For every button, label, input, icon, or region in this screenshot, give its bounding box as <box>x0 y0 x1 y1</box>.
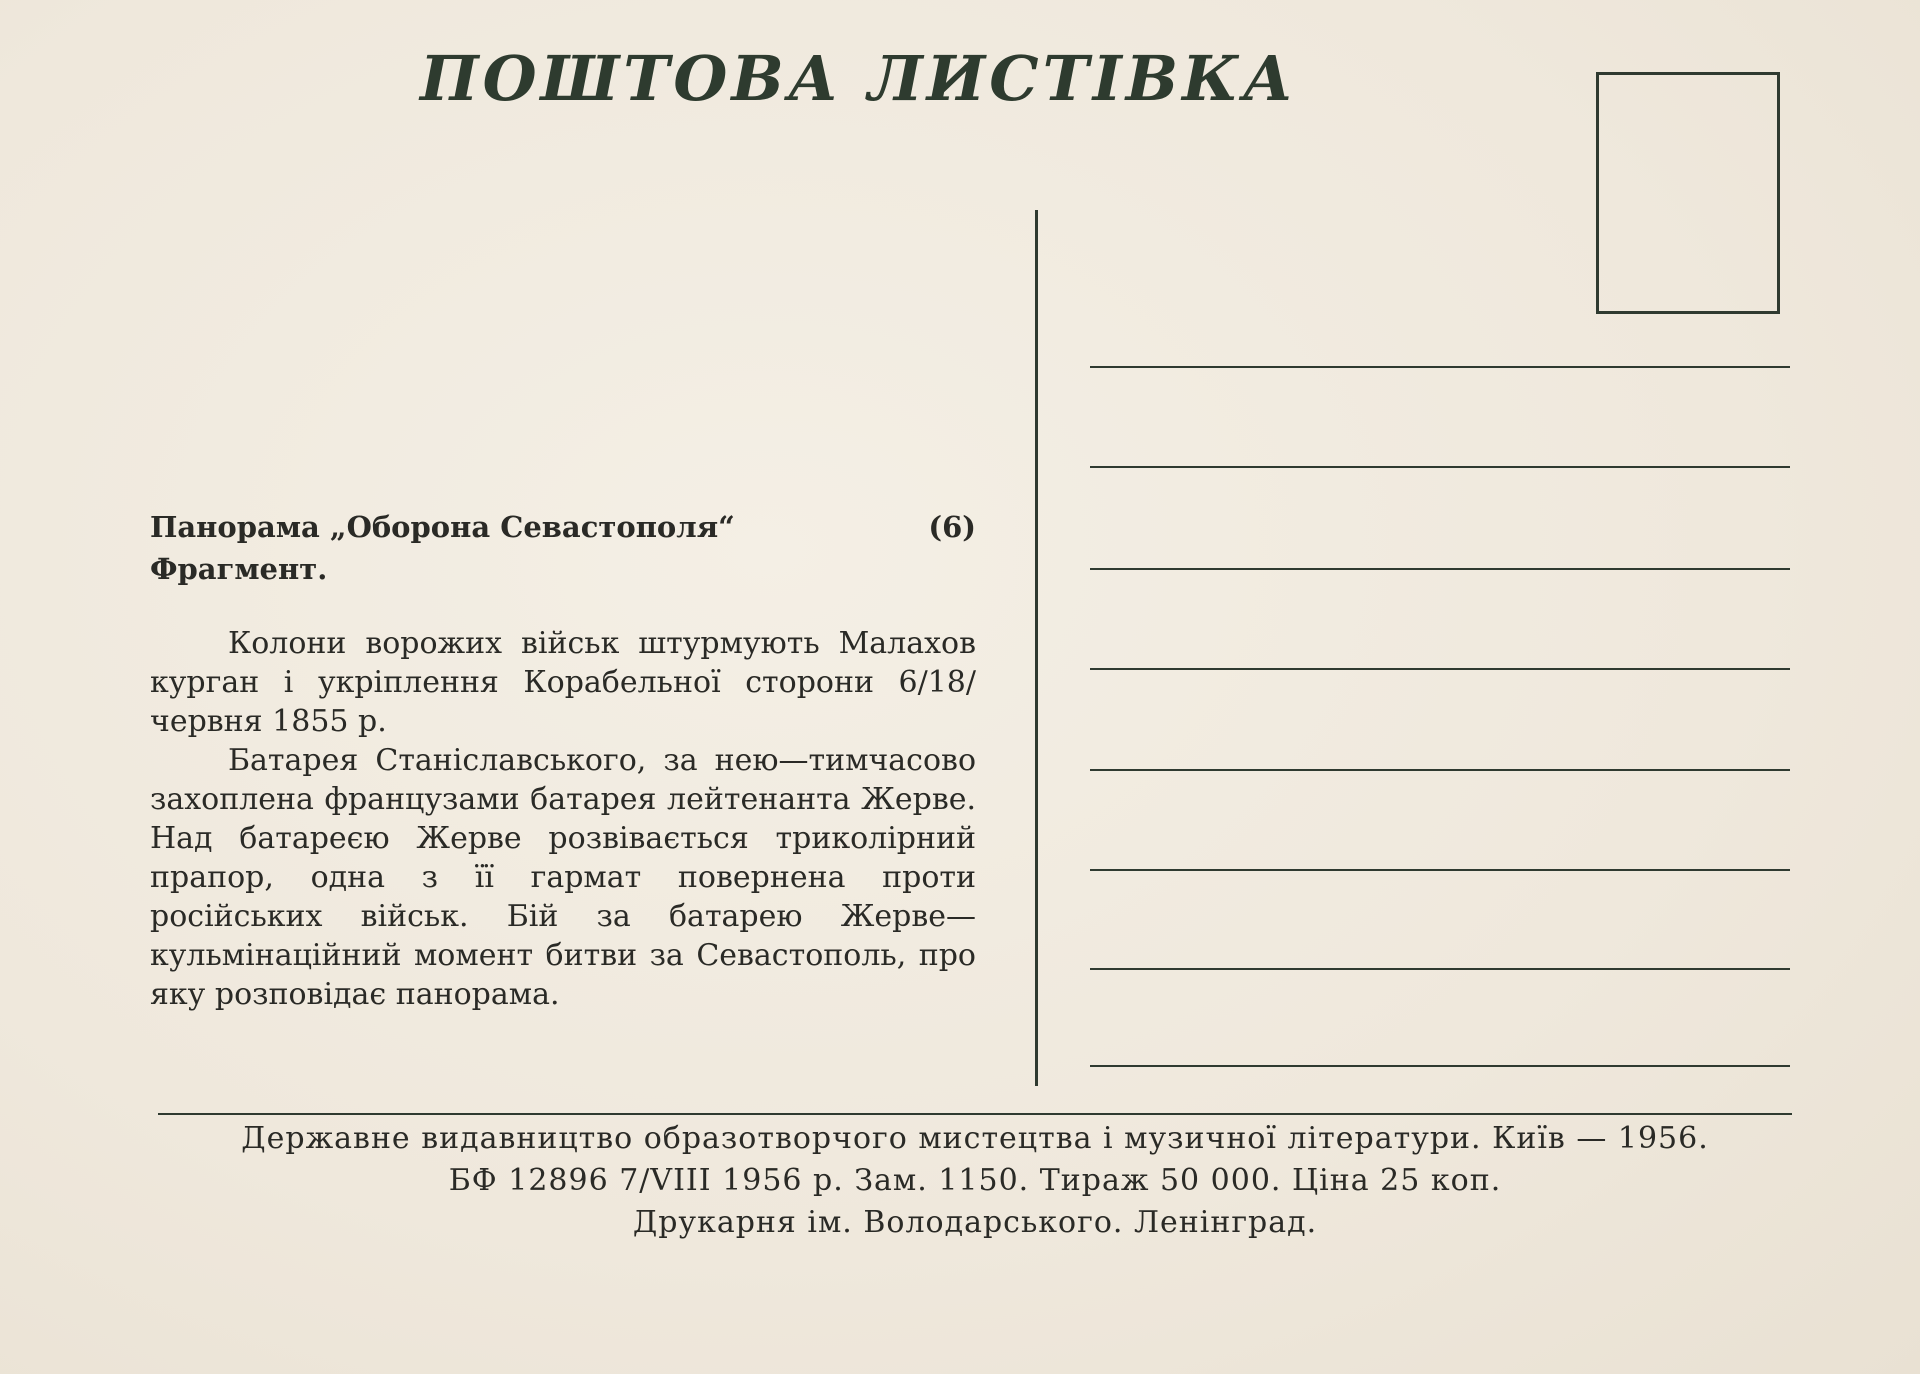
footer-rule <box>158 1113 1792 1115</box>
caption-title: Панорама „Оборона Севастополя“ <box>150 510 735 544</box>
address-line <box>1090 366 1790 368</box>
caption-paragraph: Колони ворожих військ штурмують Малахов курган і укріплення Корабельної сторони 6/18/ червня 1855 р. <box>150 626 976 739</box>
caption-header <box>150 506 976 590</box>
caption-number: (6) <box>928 510 976 544</box>
caption-subtitle: Фрагмент. <box>150 552 328 586</box>
address-line <box>1090 968 1790 970</box>
address-line <box>1090 466 1790 468</box>
publisher-imprint <box>150 1118 1800 1244</box>
imprint-line: Державне видавництво образотворчого мистецтва і музичної літератури. Київ — 1956. <box>241 1121 1709 1156</box>
stamp-placeholder <box>1596 72 1780 314</box>
address-line <box>1090 568 1790 570</box>
caption-body <box>150 624 976 1014</box>
address-line <box>1090 769 1790 771</box>
imprint-line: Друкарня ім. Володарського. Ленінград. <box>632 1205 1318 1240</box>
center-divider <box>1035 210 1038 1086</box>
address-line <box>1090 1065 1790 1067</box>
postcard-heading: ПОШТОВА ЛИСТІВКА <box>420 42 1298 115</box>
imprint-line: БФ 12896 7/VIII 1956 р. Зам. 1150. Тираж 50 000. Ціна 25 коп. <box>448 1163 1502 1198</box>
address-line <box>1090 668 1790 670</box>
address-line <box>1090 869 1790 871</box>
caption-paragraph: Батарея Станіславського, за нею—тимчасово захоплена французами батарея лейтенанта Жерве. Над батареєю Жерве розвівається триколірний прапор, одна з її гармат повернена проти російських військ. Бій за батарею Жерве—кульмінаційний момент битви за Севастополь, про яку розповідає панорама. <box>150 743 976 1012</box>
